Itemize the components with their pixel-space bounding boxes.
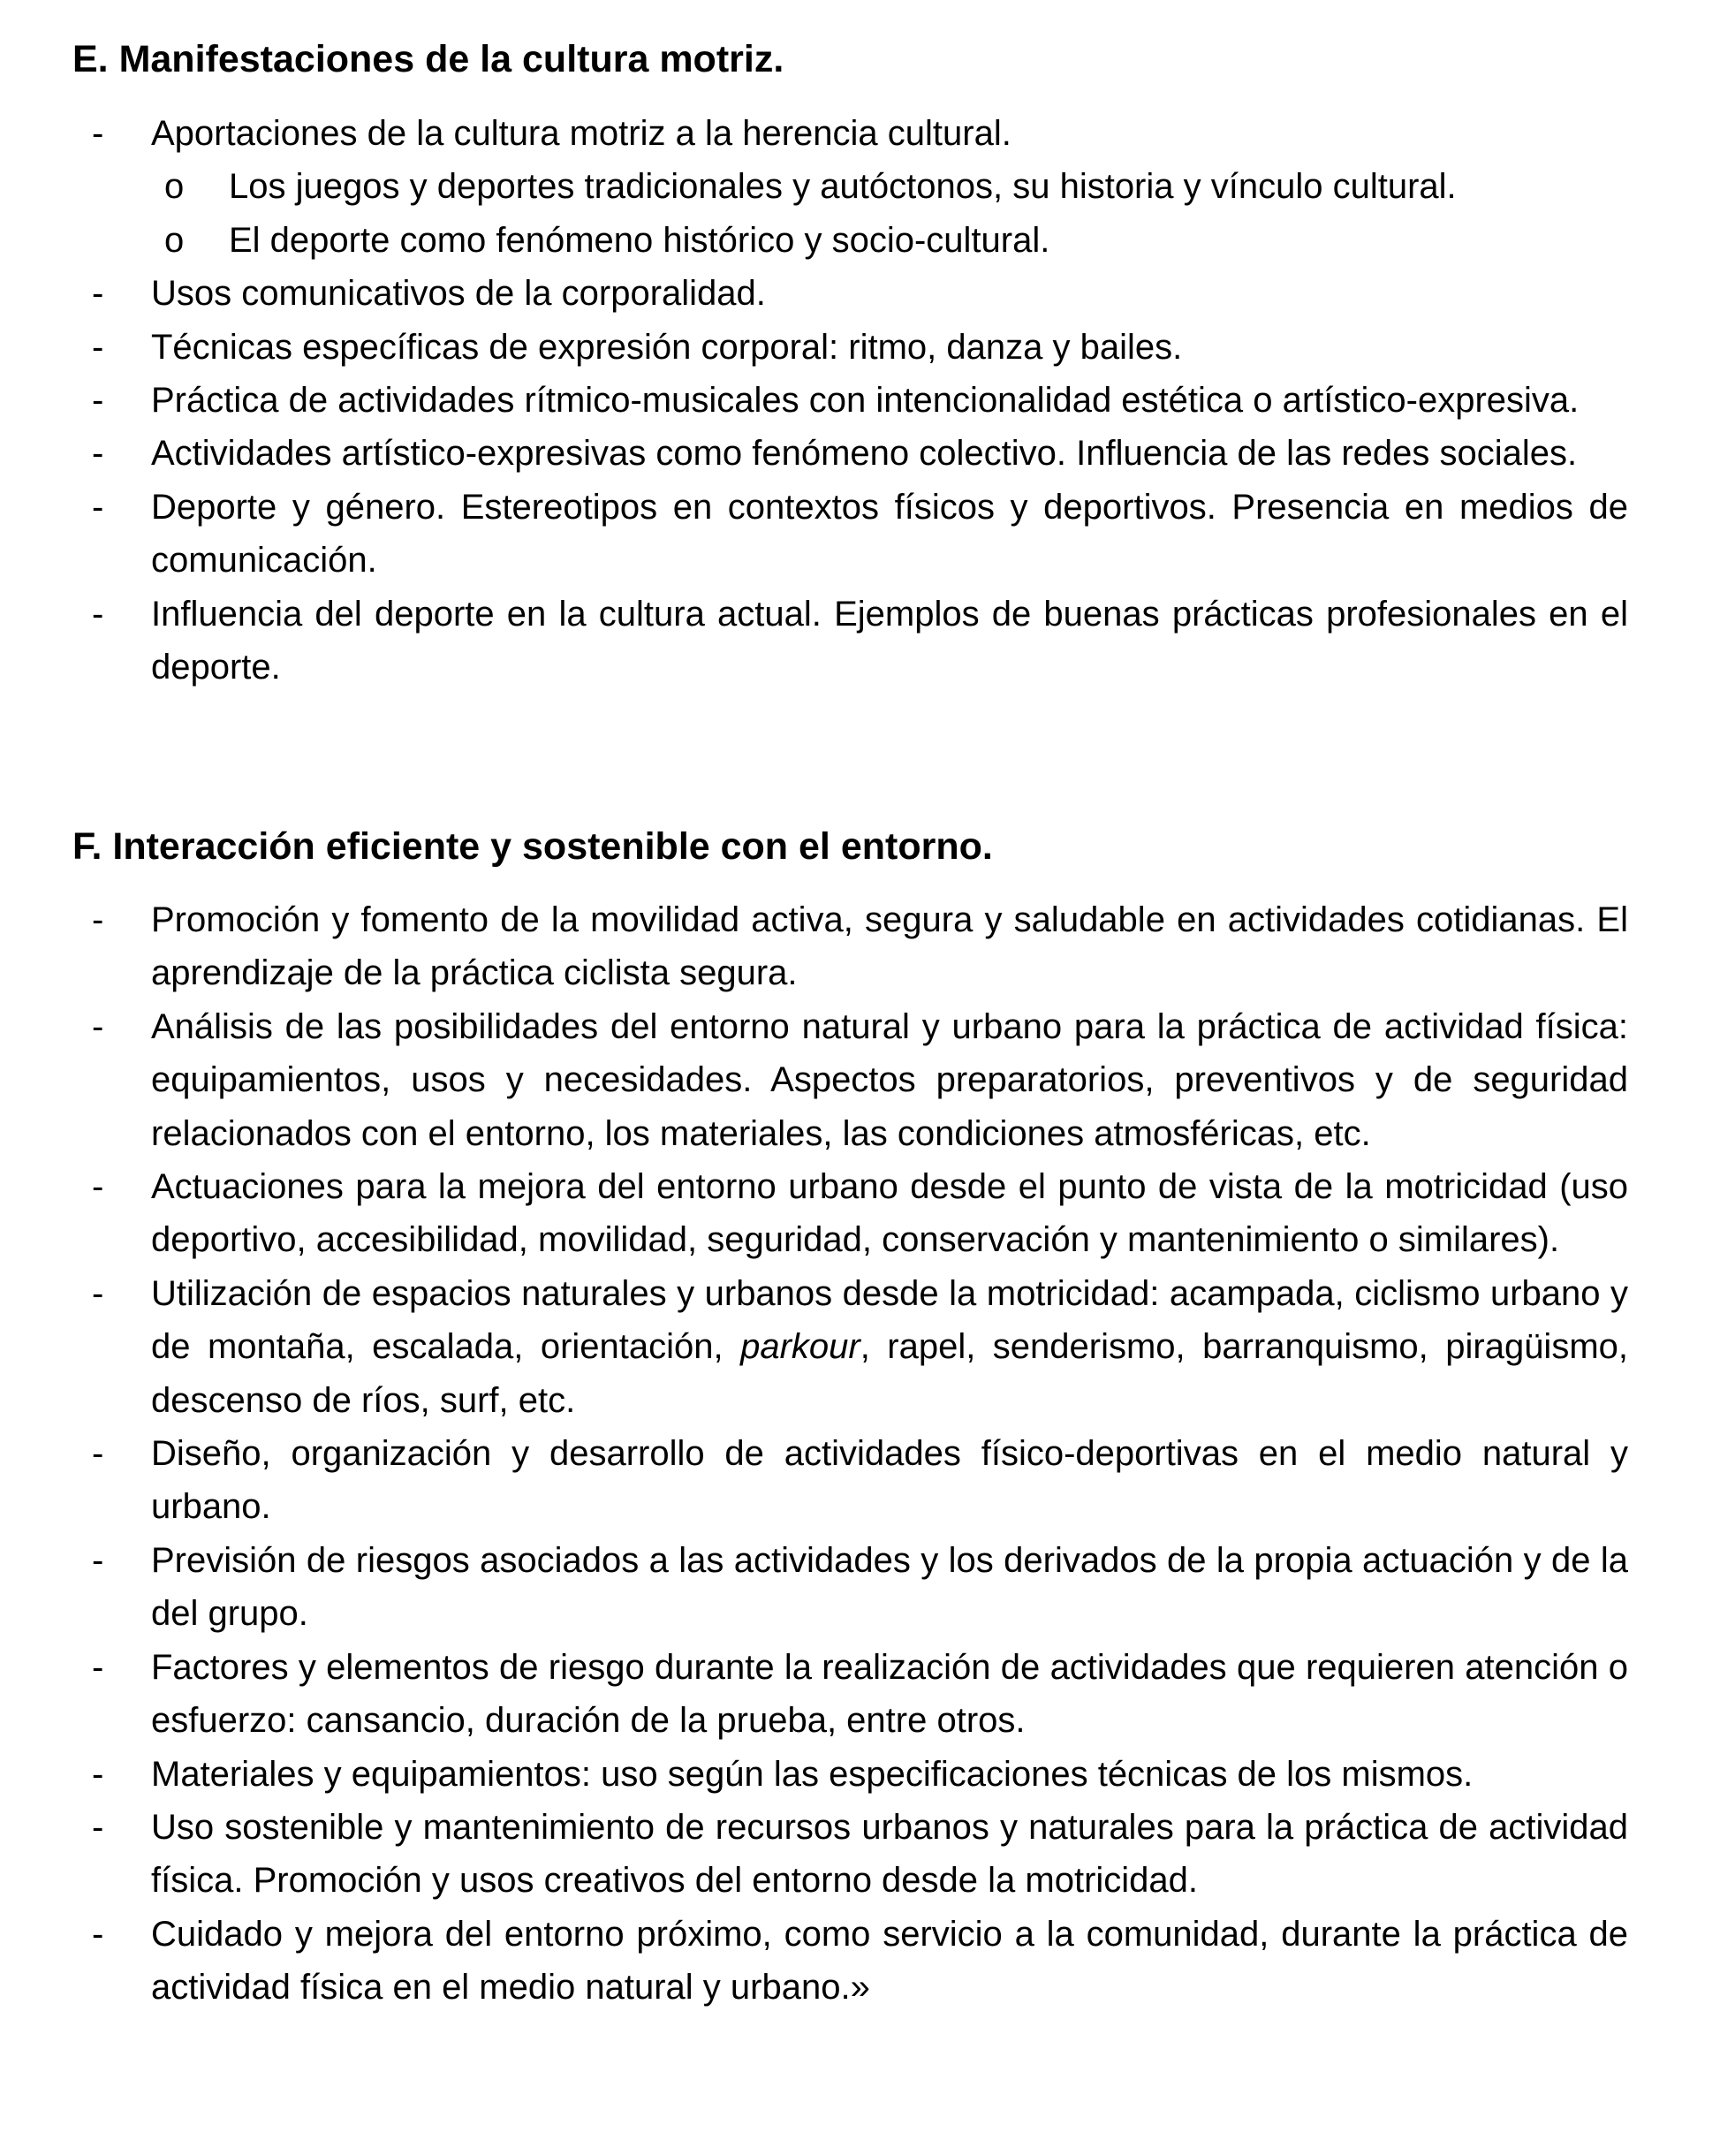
list-item: - Deporte y género. Estereotipos en contextos físicos y deportivos. Presencia en medios de comunicación. — [0, 481, 1628, 588]
list-item: - Usos comunicativos de la corporalidad. — [0, 267, 1628, 320]
dash-bullet: - — [92, 1273, 104, 1313]
section-e-heading: E. Manifestaciones de la cultura motriz. — [72, 38, 784, 80]
dash-bullet: - — [92, 594, 104, 634]
dash-bullet: - — [92, 487, 104, 527]
dash-bullet: - — [92, 1807, 104, 1847]
list-item: - Actividades artístico-expresivas como fenómeno colectivo. Influencia de las redes sociales. — [0, 427, 1628, 480]
dash-bullet: - — [92, 1434, 104, 1474]
list-item: - Influencia del deporte en la cultura actual. Ejemplos de buenas prácticas profesionales en el deporte. — [0, 588, 1628, 695]
section-f-list — [0, 893, 1735, 2015]
circle-bullet: o — [164, 220, 185, 260]
dash-bullet: - — [92, 1647, 104, 1687]
sub-list-item: o Los juegos y deportes tradicionales y autóctonos, su historia y vínculo cultural. — [0, 160, 1628, 213]
section-f-heading: F. Interacción eficiente y sostenible con el entorno. — [72, 825, 993, 868]
sub-list-item: o El deporte como fenómeno histórico y socio-cultural. — [0, 214, 1628, 267]
italic-term: parkour — [740, 1327, 860, 1367]
dash-bullet: - — [92, 900, 104, 939]
list-item: - Cuidado y mejora del entorno próximo, como servicio a la comunidad, durante la práctica de actividad física en el medio natural y urbano.» — [0, 1908, 1628, 2015]
dash-bullet: - — [92, 434, 104, 474]
list-item: - Previsión de riesgos asociados a las actividades y los derivados de la propia actuación y de la del grupo. — [0, 1534, 1628, 1641]
dash-bullet: - — [92, 381, 104, 421]
list-item: - Promoción y fomento de la movilidad activa, segura y saludable en actividades cotidianas. El aprendizaje de la práctica ciclista segura. — [0, 893, 1628, 1000]
list-item: - Técnicas específicas de expresión corporal: ritmo, danza y bailes. — [0, 321, 1628, 374]
dash-bullet: - — [92, 1540, 104, 1580]
list-item: - Análisis de las posibilidades del entorno natural y urbano para la práctica de actividad física: equipamientos, usos y necesidades. Aspectos preparatorios, preventivos y de seguridad relacionados con el entorno, los materiales, las condiciones atmosféricas, etc. — [0, 1000, 1628, 1160]
section-e-list — [0, 107, 1735, 694]
dash-bullet: - — [92, 1006, 104, 1046]
list-item: - Diseño, organización y desarrollo de actividades físico-deportivas en el medio natural y urbano. — [0, 1427, 1628, 1534]
dash-bullet: - — [92, 1914, 104, 1954]
circle-bullet: o — [164, 167, 185, 207]
list-item: - Práctica de actividades rítmico-musicales con intencionalidad estética o artístico-expresiva. — [0, 374, 1628, 427]
dash-bullet: - — [92, 327, 104, 367]
dash-bullet: - — [92, 274, 104, 314]
list-item: - Utilización de espacios naturales y urbanos desde la motricidad: acampada, ciclismo urbano y de montaña, escalada, orientación, parkour, rapel, senderismo, barranquismo, piragüismo, descenso de ríos, surf, etc. — [0, 1267, 1628, 1427]
dash-bullet: - — [92, 114, 104, 153]
dash-bullet: - — [92, 1167, 104, 1207]
list-item: - Uso sostenible y mantenimiento de recursos urbanos y naturales para la práctica de actividad física. Promoción y usos creativos del entorno desde la motricidad. — [0, 1801, 1628, 1908]
list-item: - Factores y elementos de riesgo durante la realización de actividades que requieren atención o esfuerzo: cansancio, duración de la prueba, entre otros. — [0, 1641, 1628, 1748]
list-item: - Actuaciones para la mejora del entorno urbano desde el punto de vista de la motricidad (uso deportivo, accesibilidad, movilidad, seguridad, conservación y mantenimiento o similares). — [0, 1160, 1628, 1267]
list-item: - Aportaciones de la cultura motriz a la herencia cultural. — [0, 107, 1628, 160]
dash-bullet: - — [92, 1754, 104, 1794]
list-item: - Materiales y equipamientos: uso según las especificaciones técnicas de los mismos. — [0, 1748, 1628, 1801]
